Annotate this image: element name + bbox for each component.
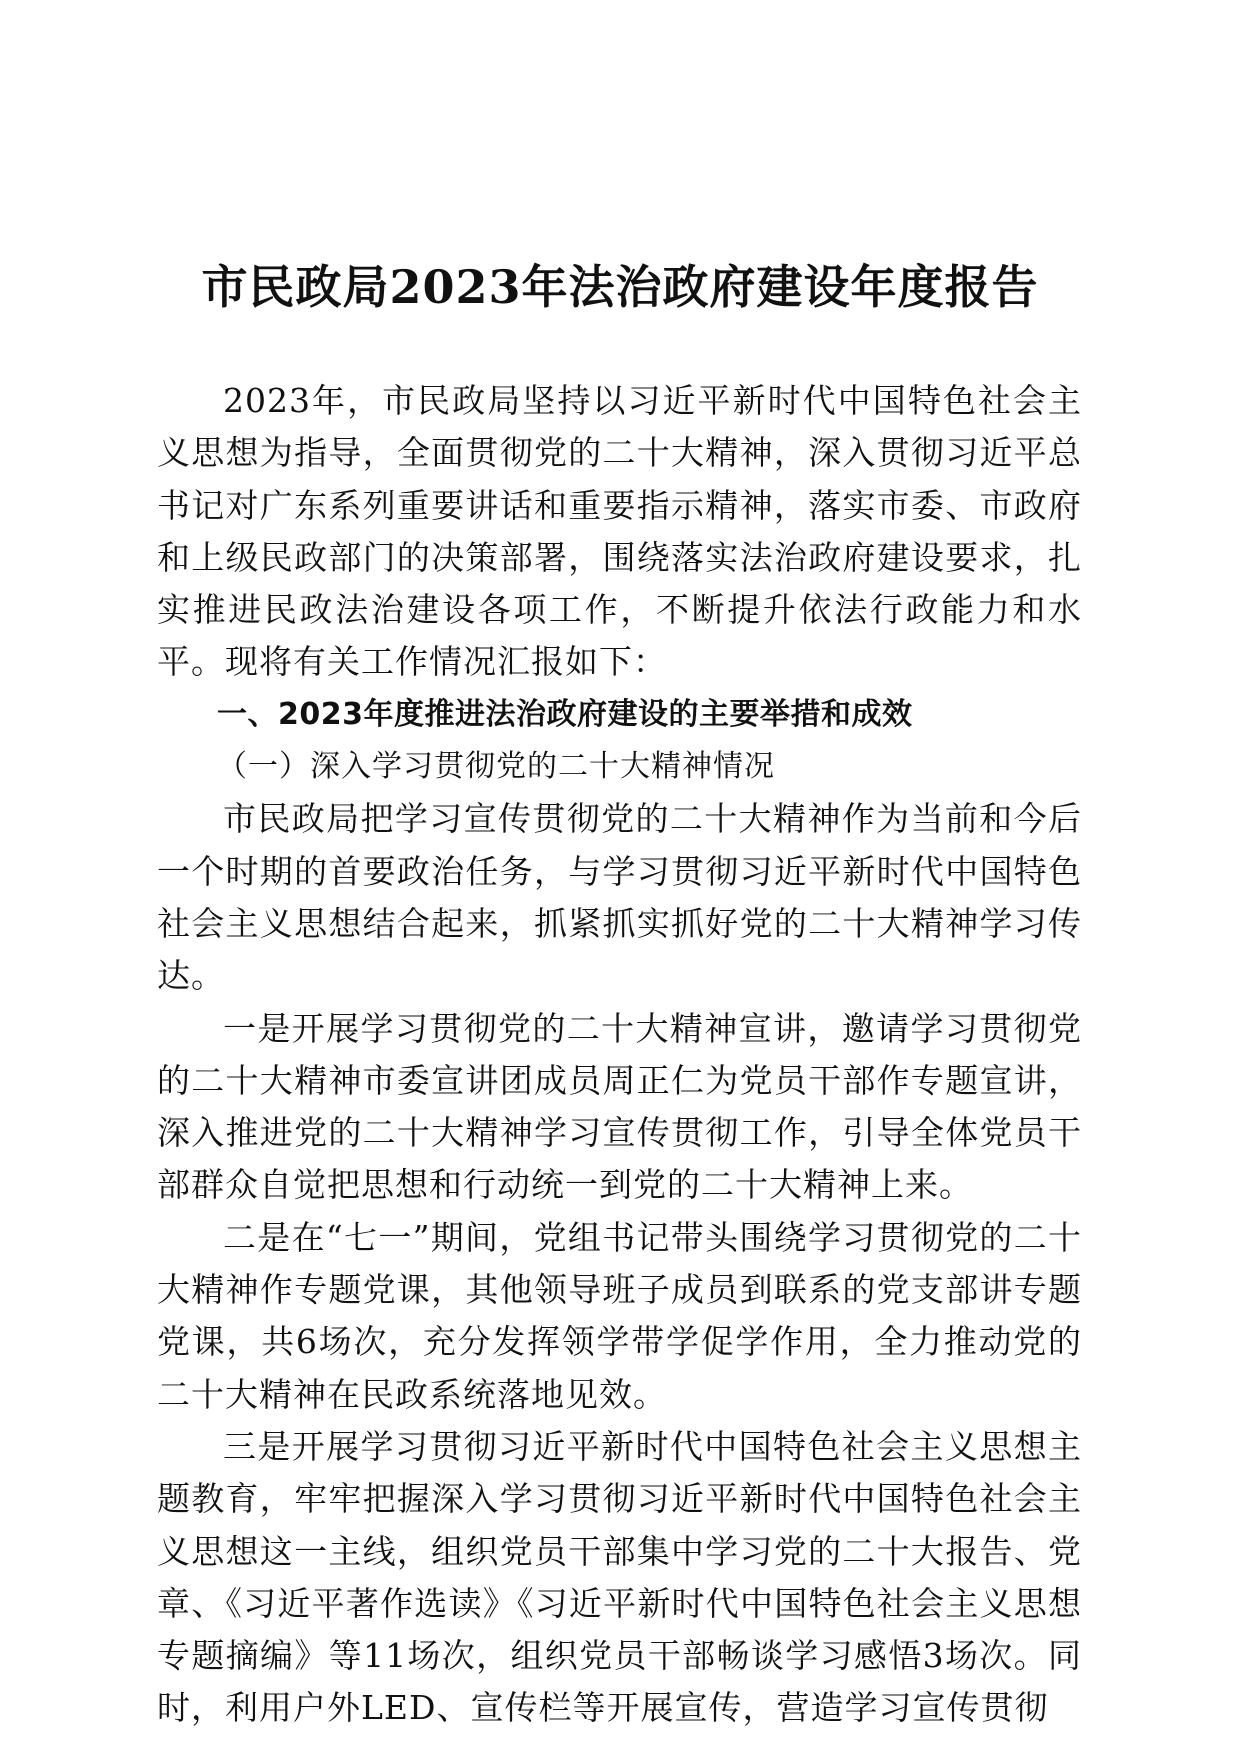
- body-paragraph: 三是开展学习贯彻习近平新时代中国特色社会主义思想主题教育，牢牢把握深入学习贯彻习近平新时代中国特色社会主义思想这一主线，组织党员干部集中学习党的二十大报告、党章、《习近平著作选读》《习近平新时代中国特色社会主义思想专题摘编》等11场次，组织党员干部畅谈学习感悟3场次。同时，利用户外LED、宣传栏等开展宣传，营造学习宣传贯彻: [157, 1426, 1082, 1728]
- section-heading: 一、2023年度推进法治政府建设的主要举措和成效: [217, 696, 913, 732]
- body-paragraph: 二是在“七一”期间，党组书记带头围绕学习贯彻党的二十大精神作专题党课，其他领导班子成员到联系的党支部讲专题党课，共6场次，充分发挥领学带学促学作用，全力推动党的二十大精神在民政系统落地见效。: [157, 1217, 1082, 1414]
- subsection-heading: （一）深入学习贯彻党的二十大精神情况: [217, 749, 775, 785]
- document-title: 市民政局2023年法治政府建设年度报告: [201, 260, 1039, 314]
- body-paragraph: 一是开展学习贯彻党的二十大精神宣讲，邀请学习贯彻党的二十大精神市委宣讲团成员周正仁为党员干部作专题宣讲，深入推进党的二十大精神学习宣传贯彻工作，引导全体党员干部群众自觉把思想和行动统一到党的二十大精神上来。: [157, 1008, 1082, 1205]
- body-paragraph: 市民政局把学习宣传贯彻党的二十大精神作为当前和今后一个时期的首要政治任务，与学习贯彻习近平新时代中国特色社会主义思想结合起来，抓紧抓实抓好党的二十大精神学习传达。: [157, 799, 1082, 996]
- document-body: [157, 375, 1082, 1735]
- intro-paragraph: 2023年，市民政局坚持以习近平新时代中国特色社会主义思想为指导，全面贯彻党的二十大精神，深入贯彻习近平总书记对广东系列重要讲话和重要指示精神，落实市委、市政府和上级民政部门的决策部署，围绕落实法治政府建设要求，扎实推进民政法治建设各项工作，不断提升依法行政能力和水平。现将有关工作情况汇报如下：: [157, 381, 1082, 682]
